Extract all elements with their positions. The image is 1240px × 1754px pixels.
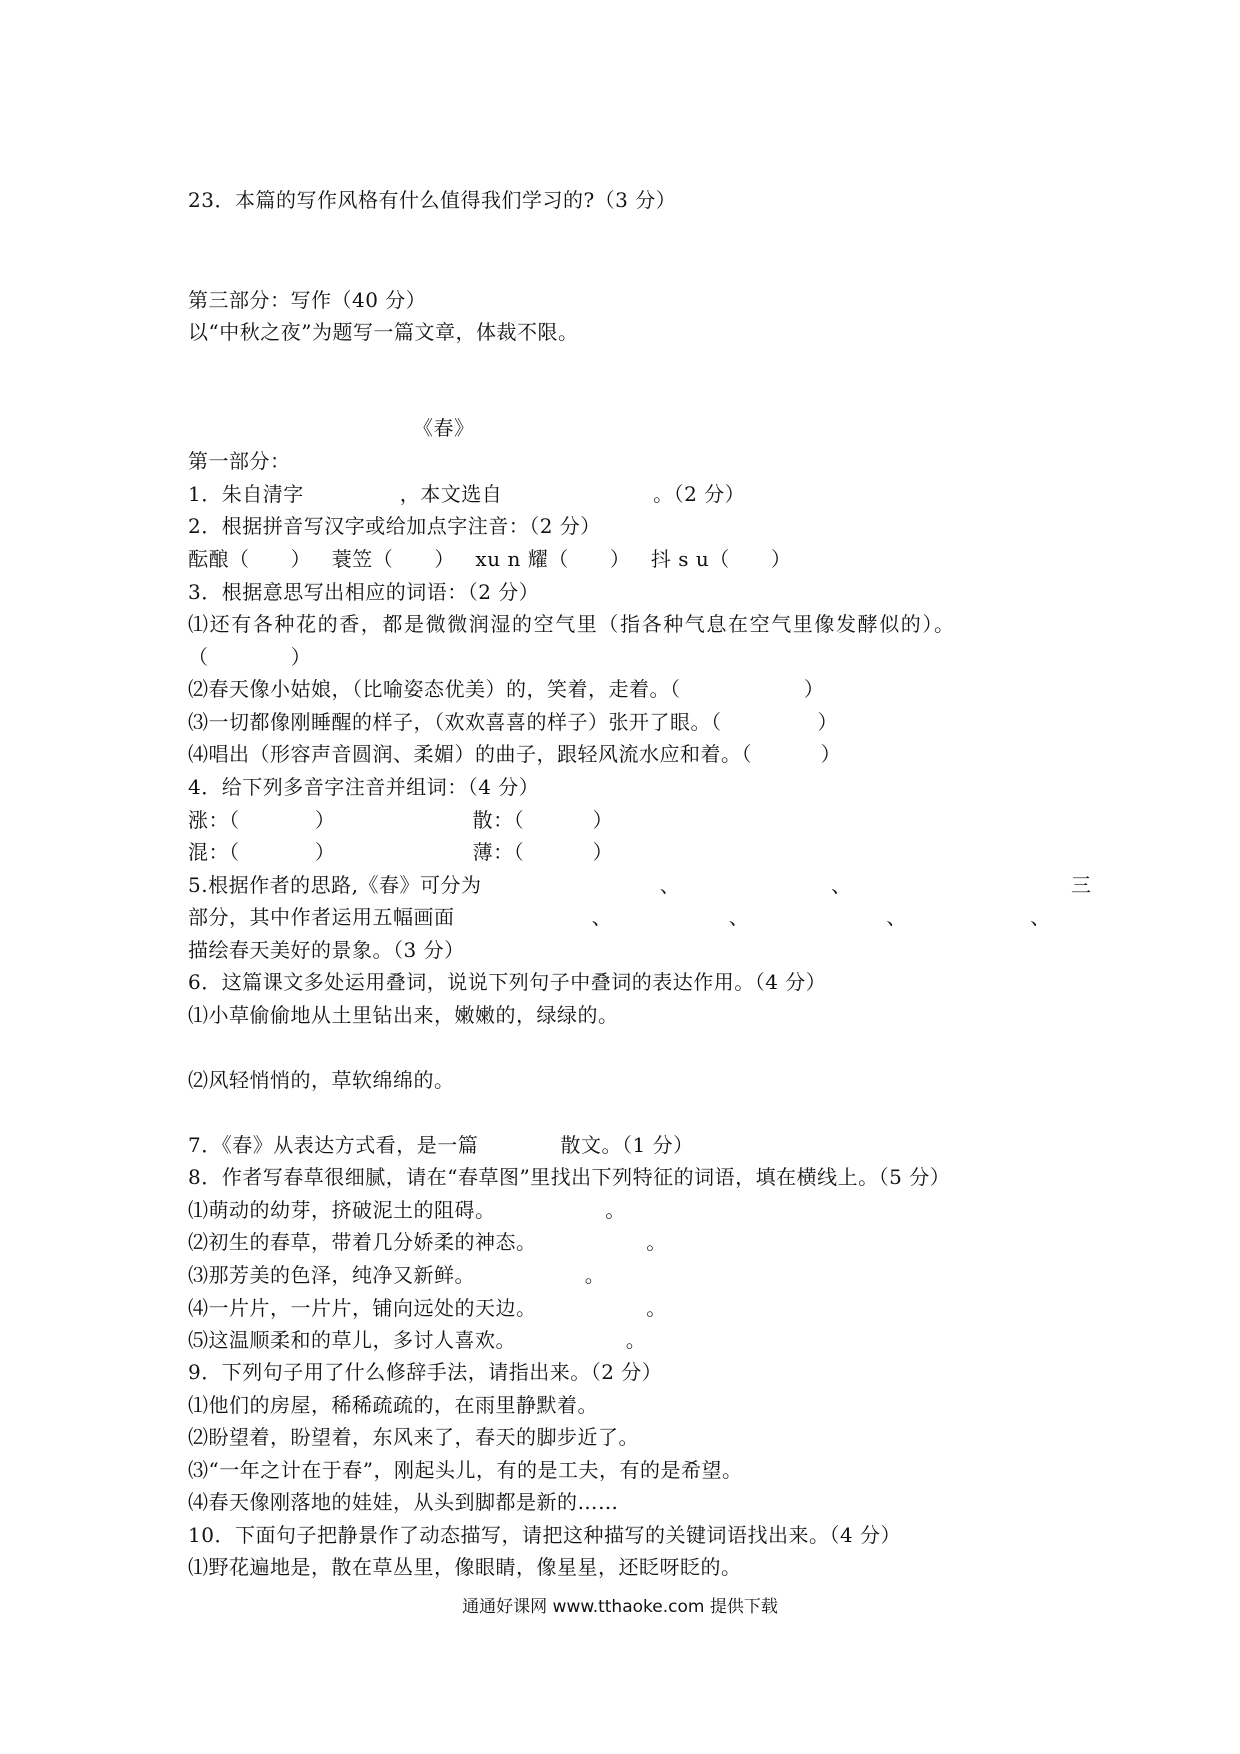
question-6: 6．这篇课文多处运用叠词，说说下列句子中叠词的表达作用。（4 分） <box>188 970 827 994</box>
question-9-item-2: ⑵盼望着，盼望着，东风来了，春天的脚步近了。 <box>188 1425 639 1449</box>
question-8-item-3: ⑶那芳美的色泽，纯净又新鲜。 。 <box>188 1263 606 1287</box>
question-8: 8．作者写春草很细腻，请在“春草图”里找出下列特征的词语，填在横线上。（5 分） <box>188 1165 951 1189</box>
question-4-row-2: 混：（ ） 薄：（ ） <box>188 840 614 864</box>
question-8-item-4: ⑷一片片，一片片，铺向远处的天边。 。 <box>188 1296 667 1320</box>
question-10: 10．下面句子把静景作了动态描写，请把这种描写的关键词语找出来。（4 分） <box>188 1523 902 1547</box>
question-3: 3．根据意思写出相应的词语：（2 分） <box>188 580 540 604</box>
question-3-item-4: ⑷唱出（形容声音圆润、柔媚）的曲子，跟轻风流水应和着。（ ） <box>188 742 842 766</box>
question-8-item-1: ⑴萌动的幼芽，挤破泥土的阻碍。 。 <box>188 1198 626 1222</box>
question-8-item-2: ⑵初生的春草，带着几分娇柔的神态。 。 <box>188 1230 667 1254</box>
lesson-title: 《春》 <box>413 416 475 440</box>
part3-prompt: 以“中秋之夜”为题写一篇文章，体裁不限。 <box>188 320 579 344</box>
question-10-item-1: ⑴野花遍地是，散在草丛里，像眼睛，像星星，还眨呀眨的。 <box>188 1555 742 1579</box>
question-6-item-1: ⑴小草偷偷地从土里钻出来，嫩嫩的，绿绿的。 <box>188 1003 619 1027</box>
part1-heading: 第一部分： <box>188 449 291 473</box>
question-2: 2．根据拼音写汉字或给加点字注音：（2 分） <box>188 514 601 538</box>
question-9-item-3: ⑶“一年之计在于春”，刚起头儿，有的是工夫，有的是希望。 <box>188 1458 743 1482</box>
question-3-item-2: ⑵春天像小姑娘，（比喻姿态优美）的，笑着，走着。（ ） <box>188 677 825 701</box>
question-4: 4．给下列多音字注音并组词：（4 分） <box>188 775 540 799</box>
question-5-line-1: 5.根据作者的思路,《春》可分为 、 、 三 <box>188 873 1092 897</box>
question-4-row-1: 涨：（ ） 散：（ ） <box>188 808 614 832</box>
question-3-item-3: ⑶一切都像刚睡醒的样子，（欢欢喜喜的样子）张开了眼。（ ） <box>188 710 839 734</box>
question-9-item-1: ⑴他们的房屋，稀稀疏疏的，在雨里静默着。 <box>188 1393 598 1417</box>
question-5-line-3: 描绘春天美好的景象。（3 分） <box>188 938 465 962</box>
question-9-item-4: ⑷春天像刚落地的娃娃，从头到脚都是新的…… <box>188 1490 619 1514</box>
question-3-item-1: ⑴还有各种花的香，都是微微润湿的空气里（指各种气息在空气里像发酵似的）。 <box>188 612 956 636</box>
question-23: 23．本篇的写作风格有什么值得我们学习的?（3 分） <box>188 188 677 212</box>
question-6-item-2: ⑵风轻悄悄的，草软绵绵的。 <box>188 1068 455 1092</box>
question-3-item-1-blank: （ ） <box>188 645 312 669</box>
page-footer: 通通好课网 www.tthaoke.com 提供下载 <box>462 1597 778 1617</box>
question-8-item-5: ⑸这温顺柔和的草儿，多讨人喜欢。 。 <box>188 1328 647 1352</box>
question-5-line-2: 部分，其中作者运用五幅画面 、 、 、 、 <box>188 905 1051 929</box>
part3-heading: 第三部分：写作（40 分） <box>188 288 427 312</box>
question-9: 9．下列句子用了什么修辞手法，请指出来。（2 分） <box>188 1360 663 1384</box>
question-2-items: 酝酿（ ） 蓑笠（ ） xu n 耀（ ） 抖 s u（ ） <box>188 547 792 571</box>
question-1: 1．朱自清字 ，本文选自 。（2 分） <box>188 482 746 506</box>
question-7: 7．《春》从表达方式看，是一篇 散文。（1 分） <box>188 1133 694 1157</box>
